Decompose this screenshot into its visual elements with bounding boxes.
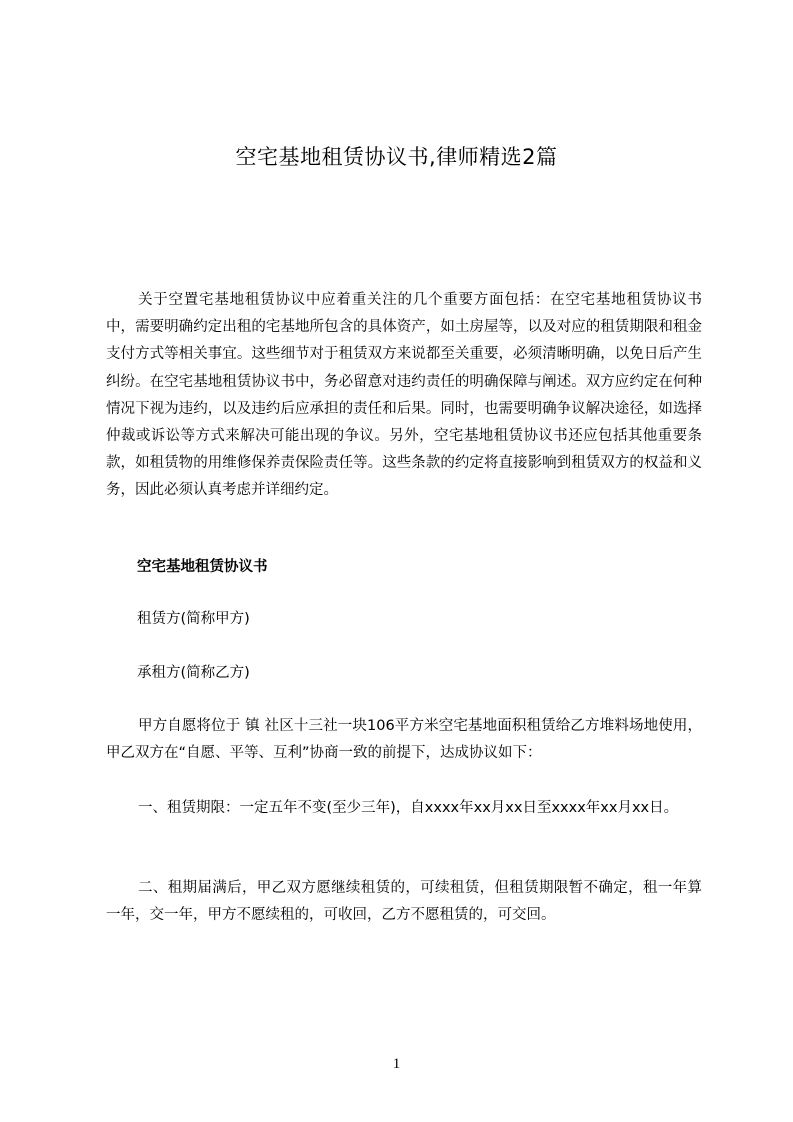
clause-2-paragraph: 二、租期届满后，甲乙双方愿继续租赁的，可续租赁，但租赁期限暂不确定，租一年算一年，交一年，甲方不愿续租的，可收回，乙方不愿租赁的，可交回。 <box>106 880 702 924</box>
document-title: 空宅基地租赁协议书,律师精选2篇 <box>235 145 558 169</box>
agreement-heading: 空宅基地租赁协议书 <box>137 559 268 575</box>
intro-paragraph: 关于空置宅基地租赁协议中应着重关注的几个重要方面包括：在空宅基地租赁协议书中，需要明确约定出租的宅基地所包含的具体资产，如土房屋等，以及对应的租赁期限和租金支付方式等相关事宜。这些细节对于租赁双方来说都至关重要，必须清晰明确，以免日后产生纠纷。在空宅基地租赁协议书中，务必留意对违约责任的明确保障与阐述。双方应约定在何种情况下视为违约，以及违约后应承担的责任和后果。同时，也需要明确争议解决途径，如选择仲裁或诉讼等方式来解决可能出现的争议。另外，空宅基地租赁协议书还应包括其他重要条款，如租赁物的用维修保养责保险责任等。这些条款的约定将直接影响到租赁双方的权益和义务，因此必须认真考虑并详细约定。 <box>106 292 702 499</box>
clause-1-paragraph: 一、租赁期限：一定五年不变(至少三年)，自xxxx年xx月xx日至xxxx年xx月xx日。 <box>138 800 679 816</box>
lessee-line: 承租方(简称乙方) <box>137 665 250 681</box>
page-number: 1 <box>392 1056 401 1072</box>
lessor-line: 租赁方(简称甲方) <box>137 611 250 627</box>
clause-intro-paragraph: 甲方自愿将位于 镇 社区十三社一块106平方米空宅基地面积租赁给乙方堆料场地使用，甲乙双方在“自愿、平等、互利”协商一致的前提下，达成协议如下： <box>106 718 702 762</box>
